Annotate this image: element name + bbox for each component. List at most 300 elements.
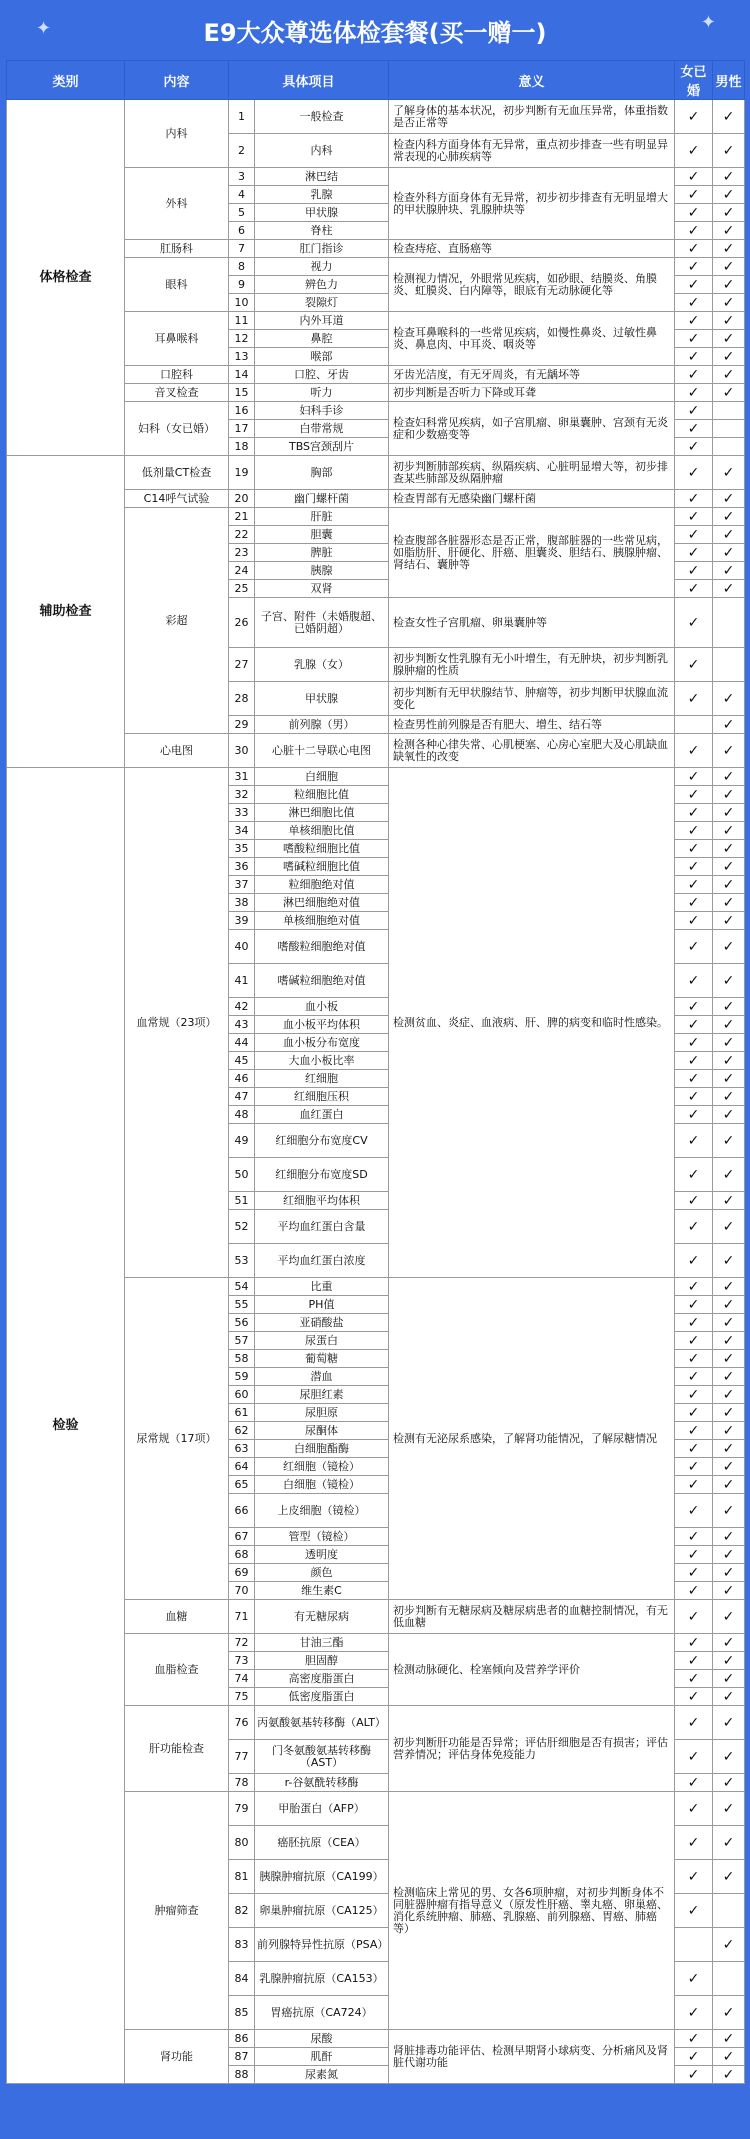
meaning-cell: 肾脏排毒功能评估、检测早期肾小球病变、分析痛风及肾脏代谢功能 bbox=[389, 2030, 675, 2084]
married-female-check-icon: ✓ bbox=[675, 840, 713, 858]
item-name: 乳腺（女） bbox=[255, 648, 389, 682]
item-name: 透明度 bbox=[255, 1546, 389, 1564]
married-female-check-icon: ✓ bbox=[675, 1792, 713, 1826]
male-check-icon: ✓ bbox=[713, 580, 745, 598]
item-name: 淋巴细胞绝对值 bbox=[255, 894, 389, 912]
male-check-icon: ✓ bbox=[713, 1792, 745, 1826]
male-check-icon: ✓ bbox=[713, 1350, 745, 1368]
item-name: 听力 bbox=[255, 384, 389, 402]
item-number: 10 bbox=[229, 294, 255, 312]
male-check-icon: ✓ bbox=[713, 2030, 745, 2048]
item-number: 40 bbox=[229, 930, 255, 964]
item-number: 67 bbox=[229, 1528, 255, 1546]
item-number: 17 bbox=[229, 420, 255, 438]
male-check-icon: ✓ bbox=[713, 1278, 745, 1296]
header-married-female: 女已婚 bbox=[675, 61, 713, 100]
married-female-check-icon: ✓ bbox=[675, 648, 713, 682]
item-number: 16 bbox=[229, 402, 255, 420]
married-female-check-icon: ✓ bbox=[675, 998, 713, 1016]
table-row bbox=[7, 456, 745, 490]
male-check-icon: ✓ bbox=[713, 1368, 745, 1386]
item-number: 47 bbox=[229, 1088, 255, 1106]
married-female-check-icon: ✓ bbox=[675, 1894, 713, 1928]
meaning-cell: 检查内科方面身体有无异常，重点初步排查一些有明显异常表现的心肺疾病等 bbox=[389, 134, 675, 168]
table-body bbox=[7, 100, 745, 2084]
male-check-icon: ✓ bbox=[713, 1158, 745, 1192]
item-name: TBS宫颈刮片 bbox=[255, 438, 389, 456]
title-bar bbox=[6, 0, 744, 60]
item-name: 有无糖尿病 bbox=[255, 1600, 389, 1634]
married-female-check-icon: ✓ bbox=[675, 1158, 713, 1192]
item-number: 3 bbox=[229, 168, 255, 186]
male-check-icon: ✓ bbox=[713, 168, 745, 186]
male-check-icon: ✓ bbox=[713, 804, 745, 822]
male-check-icon: ✓ bbox=[713, 734, 745, 768]
married-female-check-icon: ✓ bbox=[675, 858, 713, 876]
item-number: 50 bbox=[229, 1158, 255, 1192]
content-cell: 彩超 bbox=[125, 508, 229, 734]
male-check-icon: ✓ bbox=[713, 1928, 745, 1962]
male-check-icon: ✓ bbox=[713, 348, 745, 366]
male-check-icon: ✓ bbox=[713, 1740, 745, 1774]
male-check-icon: ✓ bbox=[713, 490, 745, 508]
item-name: 红细胞 bbox=[255, 1070, 389, 1088]
meaning-cell: 检测动脉硬化、栓塞倾向及营养学评价 bbox=[389, 1634, 675, 1706]
item-name: 淋巴细胞比值 bbox=[255, 804, 389, 822]
item-number: 1 bbox=[229, 100, 255, 134]
item-number: 19 bbox=[229, 456, 255, 490]
item-name: 乳腺肿瘤抗原（CA153） bbox=[255, 1962, 389, 1996]
content-cell: 肛肠科 bbox=[125, 240, 229, 258]
table-row bbox=[7, 100, 745, 134]
item-number: 58 bbox=[229, 1350, 255, 1368]
table-row bbox=[7, 768, 745, 786]
item-number: 84 bbox=[229, 1962, 255, 1996]
item-name: 血小板 bbox=[255, 998, 389, 1016]
married-female-check-icon: ✓ bbox=[675, 1670, 713, 1688]
married-female-check-icon: ✓ bbox=[675, 1962, 713, 1996]
item-number: 26 bbox=[229, 598, 255, 648]
item-name: 尿胆红素 bbox=[255, 1386, 389, 1404]
item-number: 65 bbox=[229, 1476, 255, 1494]
item-number: 34 bbox=[229, 822, 255, 840]
item-name: 肌酐 bbox=[255, 2048, 389, 2066]
decor-star-icon: ✦ bbox=[36, 18, 52, 39]
content-cell: 低剂量CT检查 bbox=[125, 456, 229, 490]
item-name: 白细胞酯酶 bbox=[255, 1440, 389, 1458]
meaning-cell: 检查腹部各脏器形态是否正常，腹部脏器的一些常见病，如脂肪肝、肝硬化、肝癌、胆囊炎、胆结石、胰腺肿瘤、肾结石、囊肿等 bbox=[389, 508, 675, 598]
meaning-cell: 检查痔疮、直肠癌等 bbox=[389, 240, 675, 258]
item-number: 49 bbox=[229, 1124, 255, 1158]
header-item: 具体项目 bbox=[229, 61, 389, 100]
married-female-check-icon: ✓ bbox=[675, 204, 713, 222]
male-check-icon: ✓ bbox=[713, 786, 745, 804]
item-name: 大血小板比率 bbox=[255, 1052, 389, 1070]
married-female-check-icon: ✓ bbox=[675, 1546, 713, 1564]
male-check-icon: ✓ bbox=[713, 1386, 745, 1404]
male-check-icon: ✓ bbox=[713, 682, 745, 716]
male-check-icon: ✓ bbox=[713, 366, 745, 384]
item-number: 45 bbox=[229, 1052, 255, 1070]
meaning-cell: 检查妇科常见疾病，如子宫肌瘤、卵巢囊肿、宫颈有无炎症和少数癌变等 bbox=[389, 402, 675, 456]
item-number: 21 bbox=[229, 508, 255, 526]
meaning-cell: 初步判断有无甲状腺结节、肿瘤等，初步判断甲状腺血流变化 bbox=[389, 682, 675, 716]
item-name: 管型（镜检） bbox=[255, 1528, 389, 1546]
male-check-icon: ✓ bbox=[713, 276, 745, 294]
married-female-check-icon: ✓ bbox=[675, 240, 713, 258]
item-name: 颜色 bbox=[255, 1564, 389, 1582]
married-female-check-icon: ✓ bbox=[675, 1826, 713, 1860]
meaning-cell: 检测贫血、炎症、血液病、肝、脾的病变和临时性感染。 bbox=[389, 768, 675, 1278]
item-name: 平均血红蛋白含量 bbox=[255, 1210, 389, 1244]
item-name: 血小板平均体积 bbox=[255, 1016, 389, 1034]
married-female-check-icon: ✓ bbox=[675, 1124, 713, 1158]
male-check-icon: ✓ bbox=[713, 186, 745, 204]
married-female-check-icon: ✓ bbox=[675, 786, 713, 804]
item-number: 48 bbox=[229, 1106, 255, 1124]
male-check-empty bbox=[713, 1962, 745, 1996]
item-number: 28 bbox=[229, 682, 255, 716]
item-number: 79 bbox=[229, 1792, 255, 1826]
married-female-check-icon: ✓ bbox=[675, 100, 713, 134]
item-name: 尿蛋白 bbox=[255, 1332, 389, 1350]
male-check-icon: ✓ bbox=[713, 1034, 745, 1052]
item-number: 11 bbox=[229, 312, 255, 330]
item-name: 视力 bbox=[255, 258, 389, 276]
married-female-check-icon: ✓ bbox=[675, 1634, 713, 1652]
item-name: 甲状腺 bbox=[255, 682, 389, 716]
item-number: 33 bbox=[229, 804, 255, 822]
item-name: 甘油三酯 bbox=[255, 1634, 389, 1652]
male-check-icon: ✓ bbox=[713, 1528, 745, 1546]
married-female-check-icon: ✓ bbox=[675, 1088, 713, 1106]
male-check-icon: ✓ bbox=[713, 768, 745, 786]
married-female-check-icon: ✓ bbox=[675, 964, 713, 998]
married-female-check-icon: ✓ bbox=[675, 768, 713, 786]
male-check-icon: ✓ bbox=[713, 1088, 745, 1106]
male-check-icon: ✓ bbox=[713, 134, 745, 168]
married-female-check-icon: ✓ bbox=[675, 1404, 713, 1422]
header-male: 男性 bbox=[713, 61, 745, 100]
item-number: 81 bbox=[229, 1860, 255, 1894]
married-female-check-icon: ✓ bbox=[675, 1070, 713, 1088]
item-name: 红细胞分布宽度SD bbox=[255, 1158, 389, 1192]
item-name: 肝脏 bbox=[255, 508, 389, 526]
item-number: 51 bbox=[229, 1192, 255, 1210]
item-number: 6 bbox=[229, 222, 255, 240]
married-female-check-icon: ✓ bbox=[675, 1774, 713, 1792]
meaning-cell: 检查耳鼻喉科的一些常见疾病，如慢性鼻炎、过敏性鼻炎、鼻息肉、中耳炎、咽炎等 bbox=[389, 312, 675, 366]
item-number: 5 bbox=[229, 204, 255, 222]
married-female-check-icon: ✓ bbox=[675, 330, 713, 348]
married-female-check-icon: ✓ bbox=[675, 1688, 713, 1706]
male-check-icon: ✓ bbox=[713, 1440, 745, 1458]
male-check-icon: ✓ bbox=[713, 1332, 745, 1350]
meaning-cell: 检查外科方面身体有无异常，初步初步排查有无明显增大的甲状腺肿块、乳腺肿块等 bbox=[389, 168, 675, 240]
meaning-cell: 初步判断肺部疾病、纵隔疾病、心脏明显增大等，初步排查某些肺部及纵隔肿瘤 bbox=[389, 456, 675, 490]
male-check-icon: ✓ bbox=[713, 2066, 745, 2084]
male-check-icon: ✓ bbox=[713, 876, 745, 894]
item-name: 红细胞分布宽度CV bbox=[255, 1124, 389, 1158]
male-check-icon: ✓ bbox=[713, 258, 745, 276]
male-check-icon: ✓ bbox=[713, 312, 745, 330]
item-number: 76 bbox=[229, 1706, 255, 1740]
male-check-icon: ✓ bbox=[713, 1476, 745, 1494]
item-name: 尿酮体 bbox=[255, 1422, 389, 1440]
item-name: 葡萄糖 bbox=[255, 1350, 389, 1368]
married-female-check-icon: ✓ bbox=[675, 2066, 713, 2084]
male-check-icon: ✓ bbox=[713, 998, 745, 1016]
item-name: 癌胚抗原（CEA） bbox=[255, 1826, 389, 1860]
married-female-check-icon: ✓ bbox=[675, 1386, 713, 1404]
married-female-check-icon: ✓ bbox=[675, 876, 713, 894]
male-check-icon: ✓ bbox=[713, 1546, 745, 1564]
item-name: 尿素氮 bbox=[255, 2066, 389, 2084]
married-female-check-icon: ✓ bbox=[675, 294, 713, 312]
item-name: 尿胆原 bbox=[255, 1404, 389, 1422]
item-number: 23 bbox=[229, 544, 255, 562]
item-number: 20 bbox=[229, 490, 255, 508]
item-name: 尿酸 bbox=[255, 2030, 389, 2048]
male-check-icon: ✓ bbox=[713, 1192, 745, 1210]
item-name: 鼻腔 bbox=[255, 330, 389, 348]
male-check-icon: ✓ bbox=[713, 1244, 745, 1278]
content-cell: 外科 bbox=[125, 168, 229, 240]
item-number: 74 bbox=[229, 1670, 255, 1688]
content-cell: 血常规（23项） bbox=[125, 768, 229, 1278]
item-number: 72 bbox=[229, 1634, 255, 1652]
content-cell: 口腔科 bbox=[125, 366, 229, 384]
item-name: 甲胎蛋白（AFP） bbox=[255, 1792, 389, 1826]
content-cell: 血糖 bbox=[125, 1600, 229, 1634]
item-name: 血小板分布宽度 bbox=[255, 1034, 389, 1052]
meaning-cell: 检测有无泌尿系感染，了解肾功能情况，了解尿糖情况 bbox=[389, 1278, 675, 1600]
item-number: 56 bbox=[229, 1314, 255, 1332]
married-female-check-icon: ✓ bbox=[675, 186, 713, 204]
married-female-check-icon: ✓ bbox=[675, 580, 713, 598]
item-number: 57 bbox=[229, 1332, 255, 1350]
item-number: 71 bbox=[229, 1600, 255, 1634]
item-name: 口腔、牙齿 bbox=[255, 366, 389, 384]
table-header-row bbox=[7, 61, 745, 100]
male-check-icon: ✓ bbox=[713, 1404, 745, 1422]
item-number: 54 bbox=[229, 1278, 255, 1296]
married-female-check-icon: ✓ bbox=[675, 822, 713, 840]
married-female-check-icon: ✓ bbox=[675, 912, 713, 930]
married-female-check-icon: ✓ bbox=[675, 1278, 713, 1296]
item-name: 内科 bbox=[255, 134, 389, 168]
item-number: 44 bbox=[229, 1034, 255, 1052]
item-name: 白细胞 bbox=[255, 768, 389, 786]
content-cell: 肿瘤筛查 bbox=[125, 1792, 229, 2030]
item-name: 粒细胞比值 bbox=[255, 786, 389, 804]
married-female-check-icon: ✓ bbox=[675, 1458, 713, 1476]
item-number: 87 bbox=[229, 2048, 255, 2066]
married-female-check-icon: ✓ bbox=[675, 1528, 713, 1546]
item-number: 8 bbox=[229, 258, 255, 276]
item-number: 73 bbox=[229, 1652, 255, 1670]
married-female-check-icon: ✓ bbox=[675, 930, 713, 964]
item-number: 38 bbox=[229, 894, 255, 912]
item-name: 血红蛋白 bbox=[255, 1106, 389, 1124]
married-female-check-icon: ✓ bbox=[675, 598, 713, 648]
item-number: 64 bbox=[229, 1458, 255, 1476]
item-number: 43 bbox=[229, 1016, 255, 1034]
item-number: 60 bbox=[229, 1386, 255, 1404]
item-number: 22 bbox=[229, 526, 255, 544]
meaning-cell: 检查胃部有无感染幽门螺杆菌 bbox=[389, 490, 675, 508]
married-female-check-icon: ✓ bbox=[675, 894, 713, 912]
male-check-icon: ✓ bbox=[713, 562, 745, 580]
male-check-icon: ✓ bbox=[713, 526, 745, 544]
male-check-icon: ✓ bbox=[713, 1458, 745, 1476]
male-check-icon: ✓ bbox=[713, 1996, 745, 2030]
male-check-icon: ✓ bbox=[713, 100, 745, 134]
item-name: 嗜碱粒细胞比值 bbox=[255, 858, 389, 876]
male-check-icon: ✓ bbox=[713, 1774, 745, 1792]
married-female-check-icon: ✓ bbox=[675, 1016, 713, 1034]
married-female-check-icon: ✓ bbox=[675, 1052, 713, 1070]
item-name: 平均血红蛋白浓度 bbox=[255, 1244, 389, 1278]
content-cell: 肝功能检查 bbox=[125, 1706, 229, 1792]
male-check-icon: ✓ bbox=[713, 1634, 745, 1652]
checkup-table bbox=[6, 60, 745, 2084]
male-check-icon: ✓ bbox=[713, 858, 745, 876]
item-number: 88 bbox=[229, 2066, 255, 2084]
married-female-check-icon: ✓ bbox=[675, 348, 713, 366]
content-cell: 眼科 bbox=[125, 258, 229, 312]
item-name: 胸部 bbox=[255, 456, 389, 490]
male-check-icon: ✓ bbox=[713, 1070, 745, 1088]
married-female-check-empty bbox=[675, 1928, 713, 1962]
item-number: 39 bbox=[229, 912, 255, 930]
meaning-cell: 了解身体的基本状况，初步判断有无血压异常，体重指数是否正常等 bbox=[389, 100, 675, 134]
married-female-check-icon: ✓ bbox=[675, 1440, 713, 1458]
item-number: 83 bbox=[229, 1928, 255, 1962]
item-name: 嗜酸粒细胞绝对值 bbox=[255, 930, 389, 964]
header-content: 内容 bbox=[125, 61, 229, 100]
male-check-icon: ✓ bbox=[713, 1582, 745, 1600]
category-cell: 体格检查 bbox=[7, 100, 125, 456]
male-check-icon: ✓ bbox=[713, 1564, 745, 1582]
married-female-check-icon: ✓ bbox=[675, 1582, 713, 1600]
male-check-icon: ✓ bbox=[713, 544, 745, 562]
item-name: 肛门指诊 bbox=[255, 240, 389, 258]
male-check-icon: ✓ bbox=[713, 1052, 745, 1070]
item-number: 63 bbox=[229, 1440, 255, 1458]
married-female-check-icon: ✓ bbox=[675, 526, 713, 544]
content-cell: 肾功能 bbox=[125, 2030, 229, 2084]
checkup-table-container bbox=[6, 60, 744, 2084]
item-name: 乳腺 bbox=[255, 186, 389, 204]
item-name: 白带常规 bbox=[255, 420, 389, 438]
married-female-check-icon: ✓ bbox=[675, 1296, 713, 1314]
category-cell: 检验 bbox=[7, 768, 125, 2084]
item-name: 上皮细胞（镜检） bbox=[255, 1494, 389, 1528]
item-number: 55 bbox=[229, 1296, 255, 1314]
content-cell: 血脂检查 bbox=[125, 1634, 229, 1706]
male-check-icon: ✓ bbox=[713, 894, 745, 912]
item-number: 36 bbox=[229, 858, 255, 876]
item-number: 9 bbox=[229, 276, 255, 294]
married-female-check-icon: ✓ bbox=[675, 1244, 713, 1278]
header-category: 类别 bbox=[7, 61, 125, 100]
male-check-icon: ✓ bbox=[713, 1600, 745, 1634]
item-number: 85 bbox=[229, 1996, 255, 2030]
male-check-icon: ✓ bbox=[713, 204, 745, 222]
item-name: 心脏十二导联心电图 bbox=[255, 734, 389, 768]
male-check-icon: ✓ bbox=[713, 1706, 745, 1740]
male-check-icon: ✓ bbox=[713, 1422, 745, 1440]
category-cell: 辅助检查 bbox=[7, 456, 125, 768]
item-number: 69 bbox=[229, 1564, 255, 1582]
content-cell: C14呼气试验 bbox=[125, 490, 229, 508]
male-check-icon: ✓ bbox=[713, 1494, 745, 1528]
item-name: 双肾 bbox=[255, 580, 389, 598]
meaning-cell: 初步判断肝功能是否异常；评估肝细胞是否有损害；评估营养情况；评估身体免疫能力 bbox=[389, 1706, 675, 1792]
married-female-check-icon: ✓ bbox=[675, 1034, 713, 1052]
male-check-icon: ✓ bbox=[713, 1314, 745, 1332]
content-cell: 妇科（女已婚） bbox=[125, 402, 229, 456]
married-female-check-icon: ✓ bbox=[675, 734, 713, 768]
male-check-icon: ✓ bbox=[713, 330, 745, 348]
male-check-icon: ✓ bbox=[713, 508, 745, 526]
content-cell: 尿常规（17项） bbox=[125, 1278, 229, 1600]
male-check-icon: ✓ bbox=[713, 912, 745, 930]
male-check-icon: ✓ bbox=[713, 822, 745, 840]
married-female-check-icon: ✓ bbox=[675, 134, 713, 168]
item-number: 61 bbox=[229, 1404, 255, 1422]
meaning-cell: 检测临床上常见的男、女各6项肿瘤，对初步判断身体不同脏器肿瘤有指导意义（原发性肝癌、睾丸癌、卵巢癌、消化系统肿瘤、肺癌、乳腺癌、前列腺癌、胃癌、肺癌等） bbox=[389, 1792, 675, 2030]
item-number: 12 bbox=[229, 330, 255, 348]
item-number: 70 bbox=[229, 1582, 255, 1600]
male-check-icon: ✓ bbox=[713, 1016, 745, 1034]
married-female-check-icon: ✓ bbox=[675, 1422, 713, 1440]
content-cell: 心电图 bbox=[125, 734, 229, 768]
married-female-check-icon: ✓ bbox=[675, 438, 713, 456]
item-name: 比重 bbox=[255, 1278, 389, 1296]
item-number: 46 bbox=[229, 1070, 255, 1088]
male-check-icon: ✓ bbox=[713, 222, 745, 240]
item-number: 24 bbox=[229, 562, 255, 580]
male-check-icon: ✓ bbox=[713, 294, 745, 312]
content-cell: 音叉检查 bbox=[125, 384, 229, 402]
item-name: 胆固醇 bbox=[255, 1652, 389, 1670]
married-female-check-icon: ✓ bbox=[675, 1860, 713, 1894]
item-number: 59 bbox=[229, 1368, 255, 1386]
item-number: 13 bbox=[229, 348, 255, 366]
item-name: 胆囊 bbox=[255, 526, 389, 544]
item-name: 淋巴结 bbox=[255, 168, 389, 186]
item-number: 15 bbox=[229, 384, 255, 402]
married-female-check-icon: ✓ bbox=[675, 508, 713, 526]
married-female-check-icon: ✓ bbox=[675, 544, 713, 562]
married-female-check-icon: ✓ bbox=[675, 1600, 713, 1634]
meaning-cell: 检测各种心律失常、心肌梗塞、心房心室肥大及心肌缺血缺氧性的改变 bbox=[389, 734, 675, 768]
item-number: 18 bbox=[229, 438, 255, 456]
item-name: 白细胞（镜检） bbox=[255, 1476, 389, 1494]
married-female-check-icon: ✓ bbox=[675, 384, 713, 402]
item-name: 卵巢肿瘤抗原（CA125） bbox=[255, 1894, 389, 1928]
married-female-check-icon: ✓ bbox=[675, 402, 713, 420]
item-name: 前列腺特异性抗原（PSA） bbox=[255, 1928, 389, 1962]
item-number: 75 bbox=[229, 1688, 255, 1706]
male-check-icon: ✓ bbox=[713, 1124, 745, 1158]
married-female-check-icon: ✓ bbox=[675, 2048, 713, 2066]
item-number: 80 bbox=[229, 1826, 255, 1860]
item-number: 2 bbox=[229, 134, 255, 168]
male-check-icon: ✓ bbox=[713, 456, 745, 490]
